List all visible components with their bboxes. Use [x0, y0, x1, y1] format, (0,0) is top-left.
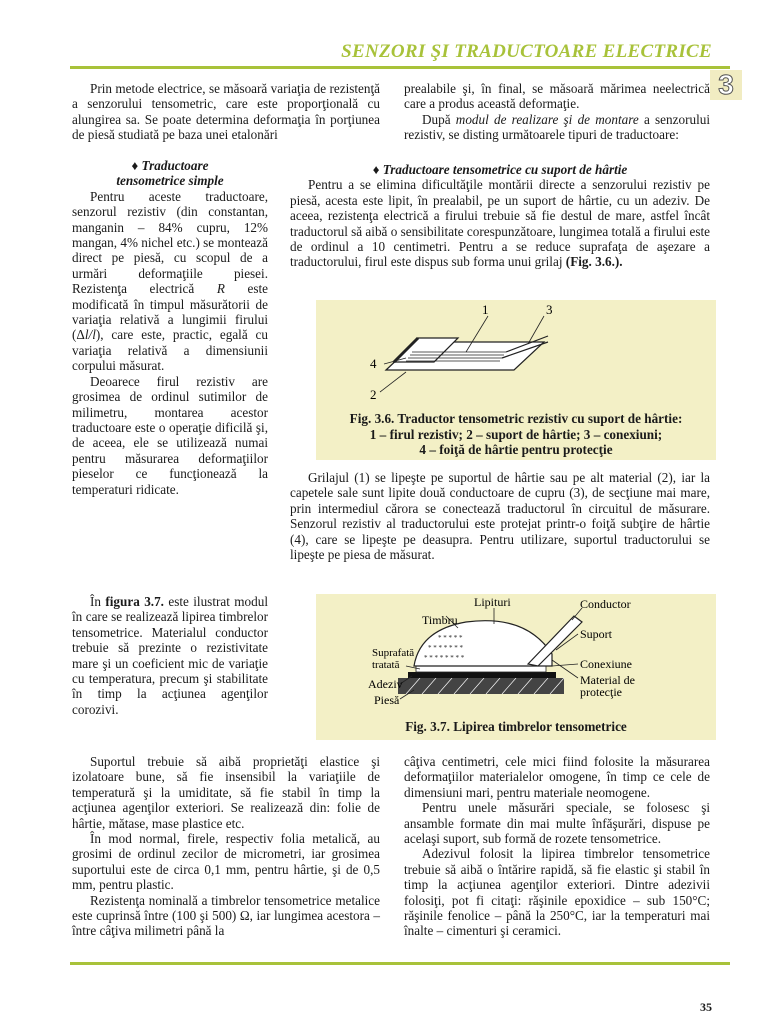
fig37-label-timbru: Timbru	[422, 613, 458, 627]
figure-3-6	[316, 300, 716, 460]
fig37-label-material-1: Material de	[580, 673, 635, 687]
bottom-left-paragraph-1: Suportul trebuie să aibă proprietăţi elastice şi izolatoare bune, să fie insensibil la variaţiile de temperatură şi la umiditate, să fie stabil în timp la acţiunea agenţilor exteriori. Se realizează din: folie de hârtie, mătase, mase plastice etc.	[72, 754, 380, 831]
figure-3-6-caption: Fig. 3.6. Traductor tensometric rezistiv cu suport de hârtie: 1 – firul rezistiv; 2 – suport de hârtie; 3 – conexiuni; 4 – foiţă de hârtie pentru protecţie	[349, 411, 683, 458]
fig37-intro-paragraph: În figura 3.7. este ilustrat modul în care se realizează lipirea timbrelor tensometrice. Materialul conductor trebuie să prezinte o rezistivitate mare şi un coeficient mic de variaţie cu temperatura, precum şi stabilitate în timp la acţiunea agenţilor corozivi.	[72, 594, 268, 717]
fig37-label-material-2: protecţie	[580, 685, 622, 699]
paper-gauges-section	[290, 162, 710, 270]
intro-right-paragraph-2: După modul de realizare şi de montare a senzorului rezistiv, se disting următoarele tipuri de traductoare:	[404, 111, 710, 143]
fig37-label-adeziv: Adeziv	[368, 677, 403, 691]
svg-text:* * * * *: * * * * *	[438, 634, 463, 642]
fig-3-6-reference: (Fig. 3.6.).	[565, 254, 623, 270]
running-header-title: SENZORI ŞI TRADUCTOARE ELECTRICE	[341, 41, 712, 62]
fig37-label-conexiune: Conexiune	[580, 657, 632, 671]
bottom-right-paragraph-1: câţiva centimetri, cele mici fiind folosite la măsurarea deformaţiilor materialelor omogene, în timp ce cele de dimensiuni mari, pentru materiale neomogene.	[404, 754, 710, 800]
svg-text:* * * * * * *: * * * * * * *	[428, 644, 463, 652]
bottom-left-paragraph-3: Rezistenţa nominală a timbrelor tensometrice metalice este cuprinsă între (100 şi 500) Ω, iar lungimea acestora – între câţiva milimetri până la	[72, 892, 380, 939]
intro-emphasis: modul de realizare şi de montare	[455, 111, 639, 127]
fig36-label-4: 4	[370, 356, 377, 371]
intro-left-column	[72, 81, 380, 143]
fig37-label-suport: Suport	[580, 627, 613, 641]
bottom-right-paragraph-3: Adezivul folosit la lipirea timbrelor tensometrice trebuie să aibă o întărire rapidă, să fie elastic şi stabil în timp la acţiunea agenţilor exteriori. Dintre adezivii folosiţi, pot fi citaţi: răşinile epoxidice – sub 150°C; răşinile fenolice – până la 250°C, iar la temperaturi mai înalte – cimenturi şi ceramici.	[404, 846, 710, 939]
paper-gauges-paragraph-1: Pentru a se elimina dificultăţile montării directe a senzorului rezistiv pe piesă, acesta este lipit, în prealabil, pe un suport de hârtie, cu un adeziv. De aceea, rezistenţa electrică a firului trebuie să fie destul de mare, astfel încât traductorul să aibă o sensibilitate corespunzătoare, lungimea totală a firului este de ordinul a 10 centimetri. Pentru a se reduce suprafaţa de aşezare a traductorului, firul este dispus sub forma unui grilaj (Fig. 3.6.).	[290, 177, 711, 270]
paper-gauges-heading: ♦ Traductoare tensometrice cu suport de hârtie	[372, 162, 628, 177]
bottom-right-paragraph-2: Pentru unele măsurări speciale, se folosesc şi ansamble formate din mai multe înfăşurări, dispuse pe acelaşi suport, sub formă de rozete tensometrice.	[404, 800, 710, 847]
fig36-label-2: 2	[370, 387, 377, 402]
chapter-number-badge: 3	[710, 70, 742, 100]
svg-text:* * * * * * * *: * * * * * * * *	[424, 654, 465, 662]
fig37-label-suprafata-2: tratată	[372, 659, 400, 671]
fig37-label-piesa: Piesă	[374, 693, 400, 707]
bottom-left-paragraph-2: În mod normal, firele, respectiv folia metalică, au grosimi de ordinul zecilor de micrometri, iar grosimea suportului este de circa 0,1 mm, pentru hârtie, şi de 0,5 mm, pentru plastic.	[72, 831, 380, 893]
fig37-label-suprafata-1: Suprafată	[372, 647, 415, 659]
strain-gauge-diagram	[316, 300, 716, 408]
intro-left-paragraph: Prin metode electrice, se măsoară variaţia de rezistenţă a senzorului tensometric, care este proporţională cu alungirea sa. Se poate determina deformaţia în porţiunea de piesă studiată pe baza unei etalonări	[72, 81, 380, 143]
fig37-label-conductor: Conductor	[580, 597, 631, 611]
header-rule	[70, 66, 730, 69]
simple-gauges-column	[72, 158, 268, 497]
fig36-label-3: 3	[546, 302, 553, 317]
paper-gauges-continued	[290, 470, 710, 562]
simple-gauges-paragraph-2: Deoarece firul rezistiv are grosimea de ordinul sutimilor de milimetru, montarea acestor traductoare este o operaţie dificilă şi, de aceea, ele se utilizează numai pentru măsurarea deformaţiilor pieselor ce funcţionează la temperaturi ridicate.	[72, 373, 268, 497]
bottom-left-column	[72, 754, 380, 939]
figure-3-7-caption: Fig. 3.7. Lipirea timbrelor tensometrice	[405, 719, 627, 735]
paper-gauges-paragraph-2: Grilajul (1) se lipeşte pe suportul de hârtie sau pe alt material (2), iar la capetele sale sunt lipite două conductoare de cupru (3), de secţiune mai mare, prin intermediul cărora se conectează traductorul în circuitul de măsurare. Senzorul rezistiv al traductorului este protejat printr-o foiţă subţire de hârtie (4), care se lipeşte pe deasupra. Pentru utilizare, suportul traductorului se lipeşte pe piesa de măsurat.	[290, 470, 710, 563]
bottom-right-column	[404, 754, 710, 939]
footer-rule	[70, 962, 730, 965]
fig37-intro-column	[72, 594, 268, 717]
intro-right-column	[404, 81, 710, 143]
fig-3-7-reference: figura 3.7.	[105, 594, 164, 609]
simple-gauges-heading: ♦ Traductoare tensometrice simple	[116, 158, 224, 189]
simple-gauges-paragraph-1: Pentru aceste traductoare, senzorul rezistiv (din constantan, manganin – 84% cupru, 12% mangan, 4% nichel etc.) se montează direct pe piesă, cu scopul de a urmări deformaţiile piesei. Rezistenţa electrică R este modificată în timpul măsurătorii de variaţia relativă a lungimii firului (Δl/l), care este, practic, egală cu variaţia relativă a dimensiunii corpului măsurat.	[72, 188, 268, 374]
fig36-label-1: 1	[482, 302, 489, 317]
strain-gauge-bonding-diagram	[316, 594, 716, 712]
intro-right-paragraph-1: prealabile şi, în final, se măsoară mărimea neelectrică care a produs această deformaţie.	[404, 81, 710, 112]
page-number: 35	[700, 1000, 712, 1014]
figure-3-7	[316, 594, 716, 740]
fig37-label-lipituri: Lipituri	[474, 595, 511, 609]
